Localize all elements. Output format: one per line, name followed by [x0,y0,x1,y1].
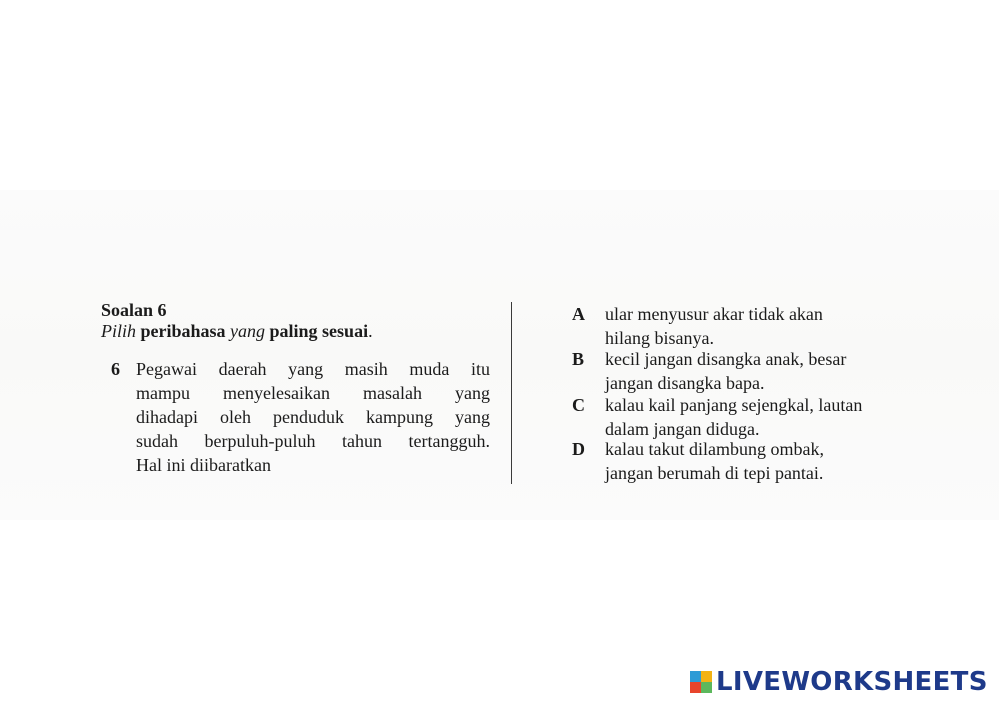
option-line: kalau kail panjang sejengkal, lautan [605,395,863,415]
stem-line: mampu menyelesaikan masalah yang [136,383,490,403]
option-line: kecil jangan disangka anak, besar [605,349,847,369]
option-line: jangan disangka bapa. [605,373,765,393]
stem-line: Hal ini diibaratkan [136,455,271,475]
liveworksheets-logo-icon [690,671,712,693]
column-divider [511,302,512,484]
option-line: jangan berumah di tepi pantai. [605,463,824,483]
instruction-part-1: Pilih [101,321,136,341]
option-letter: A [572,304,585,324]
brand-name: LIVEWORKSHEETS [716,667,988,697]
option-letter: D [572,439,585,459]
stem-line: sudah berpuluh-puluh tahun tertangguh. [136,431,490,451]
option-letter: B [572,349,585,369]
liveworksheets-logo [690,668,988,696]
option-text [605,347,935,395]
stem-line: Pegawai daerah yang masih muda itu [136,359,490,379]
instruction-part-3: yang [230,321,266,341]
option-letter: C [572,395,585,415]
instruction-part-2: peribahasa [140,321,226,341]
option-line: dalam jangan diduga. [605,419,760,439]
stem-line: dihadapi oleh penduduk kampung yang [136,407,490,427]
question-stem [136,357,490,477]
question-instruction [101,321,373,342]
instruction-part-5: . [368,321,373,341]
option-text [605,437,935,485]
option-text [605,393,935,441]
option-text [605,302,935,350]
option-line: ular menyusur akar tidak akan [605,304,823,324]
question-number: 6 [111,359,120,379]
question-title: Soalan 6 [101,300,167,320]
instruction-part-4: paling sesuai [269,321,369,341]
option-line: kalau takut dilambung ombak, [605,439,824,459]
option-line: hilang bisanya. [605,328,714,348]
